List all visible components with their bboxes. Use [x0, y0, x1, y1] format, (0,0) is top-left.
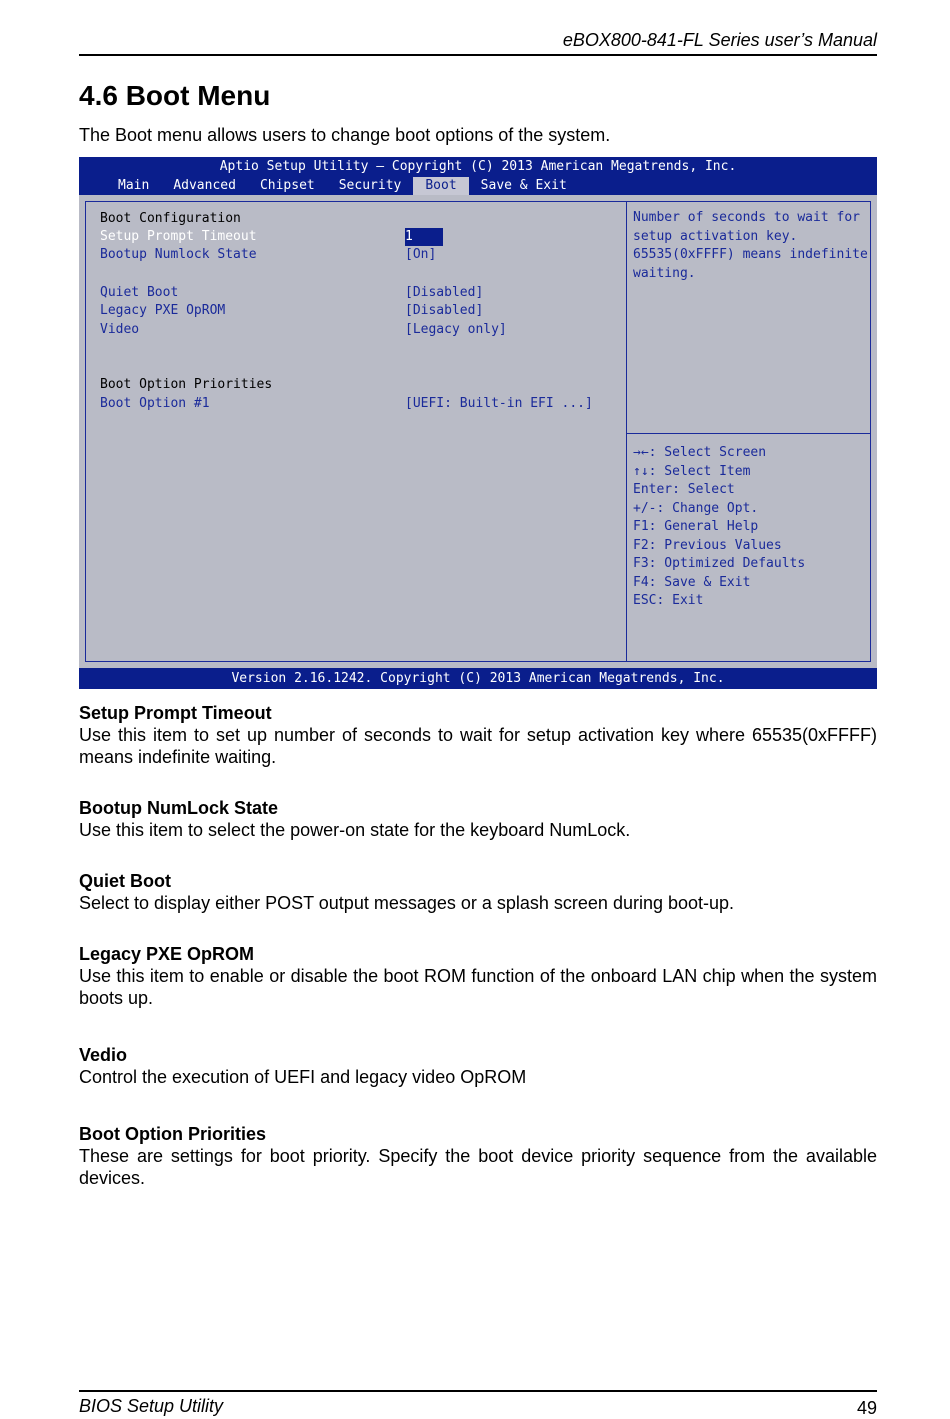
desc-bootup-numlock-state [79, 797, 877, 841]
row-setup-prompt-timeout[interactable] [100, 228, 620, 246]
desc-body: Use this item to set up number of seconds to wait for setup activation key where 65535(0xFFFF) means indefinite waiting. [79, 725, 877, 767]
tab-chipset[interactable]: Chipset [259, 178, 315, 193]
row-label: Setup Prompt Timeout [100, 229, 257, 244]
footer-section-name: BIOS Setup Utility [79, 1396, 224, 1416]
desc-body: Control the execution of UEFI and legacy video OpROM [79, 1067, 527, 1087]
row-quiet-boot[interactable] [100, 284, 620, 302]
bios-title: Aptio Setup Utility – Copyright (C) 2013 American Megatrends, Inc. [219, 159, 737, 174]
row-value[interactable]: [Legacy only] [405, 322, 507, 337]
footer-rule [79, 1390, 877, 1392]
row-boot-option-priorities [100, 376, 620, 394]
desc-legacy-pxe-oprom [79, 943, 877, 1009]
bios-tabs [106, 177, 579, 195]
row-label: Boot Option #1 [100, 396, 210, 411]
row-legacy-pxe-oprom[interactable] [100, 302, 620, 320]
row-value[interactable]: [On] [405, 247, 437, 262]
desc-body: Use this item to select the power-on state for the keyboard NumLock. [79, 820, 631, 840]
row-value[interactable]: [Disabled] [405, 303, 484, 318]
key-enter-select: Enter: Select [633, 482, 735, 497]
frame-divider-vertical [626, 202, 627, 661]
desc-video [79, 1044, 877, 1088]
key-general-help: F1: General Help [633, 519, 759, 534]
page-number: 49 [856, 1398, 877, 1418]
desc-title: Setup Prompt Timeout [79, 703, 272, 723]
row-video[interactable] [100, 321, 620, 339]
row-boot-option-1[interactable] [100, 395, 620, 413]
tab-main[interactable]: Main [118, 178, 150, 193]
row-value[interactable]: [Disabled] [405, 285, 484, 300]
desc-title: Boot Option Priorities [79, 1124, 266, 1144]
manual-header: eBOX800-841-FL Series user’s Manual [562, 30, 877, 50]
row-boot-configuration [100, 210, 620, 228]
section-intro: The Boot menu allows users to change boot options of the system. [79, 125, 611, 145]
key-esc-exit: ESC: Exit [633, 593, 704, 608]
desc-title: Quiet Boot [79, 871, 171, 891]
row-value[interactable]: 1 [405, 228, 443, 246]
row-label: Boot Configuration [100, 211, 241, 226]
key-optimized-defaults: F3: Optimized Defaults [633, 556, 806, 571]
tab-advanced[interactable]: Advanced [173, 178, 236, 193]
desc-title: Vedio [79, 1045, 128, 1065]
key-select-screen: →←: Select Screen [633, 445, 767, 460]
row-label: Bootup Numlock State [100, 247, 257, 262]
desc-body: Use this item to enable or disable the boot ROM function of the onboard LAN chip when the system boots up. [79, 966, 877, 1008]
desc-body: Select to display either POST output messages or a splash screen during boot-up. [79, 893, 735, 913]
bios-bottom-bar: Version 2.16.1242. Copyright (C) 2013 American Megatrends, Inc. [79, 668, 877, 689]
key-legend [633, 444, 873, 611]
desc-quiet-boot [79, 870, 877, 914]
row-value[interactable]: [UEFI: Built-in EFI ...] [405, 396, 593, 411]
key-change-opt: +/-: Change Opt. [633, 500, 759, 516]
key-previous-values: F2: Previous Values [633, 537, 782, 553]
bios-screenshot [79, 157, 877, 689]
row-label: Legacy PXE OpROM [100, 303, 226, 318]
key-save-exit: F4: Save & Exit [633, 574, 751, 590]
header-rule [79, 54, 877, 56]
desc-setup-prompt-timeout [79, 702, 877, 768]
tab-boot[interactable]: Boot [413, 177, 468, 195]
bios-top-bar [79, 157, 877, 195]
tab-save-exit[interactable]: Save & Exit [480, 178, 567, 193]
help-text: Number of seconds to wait for setup activation key. 65535(0xFFFF) means indefinite waiting. [633, 210, 868, 281]
desc-body: These are settings for boot priority. Specify the boot device priority sequence from the available devices. [79, 1146, 877, 1188]
frame-divider-horizontal [626, 433, 870, 434]
row-label: Quiet Boot [100, 285, 179, 300]
row-label: Video [100, 322, 140, 337]
row-bootup-numlock-state[interactable] [100, 246, 620, 264]
desc-title: Legacy PXE OpROM [79, 944, 255, 964]
bios-main-frame [85, 201, 871, 662]
row-label: Boot Option Priorities [100, 377, 273, 392]
tab-security[interactable]: Security [338, 178, 402, 193]
key-select-item: ↑↓: Select Item [633, 463, 751, 479]
section-title: 4.6 Boot Menu [79, 80, 271, 111]
desc-boot-option-priorities [79, 1123, 877, 1189]
desc-title: Bootup NumLock State [79, 798, 279, 818]
